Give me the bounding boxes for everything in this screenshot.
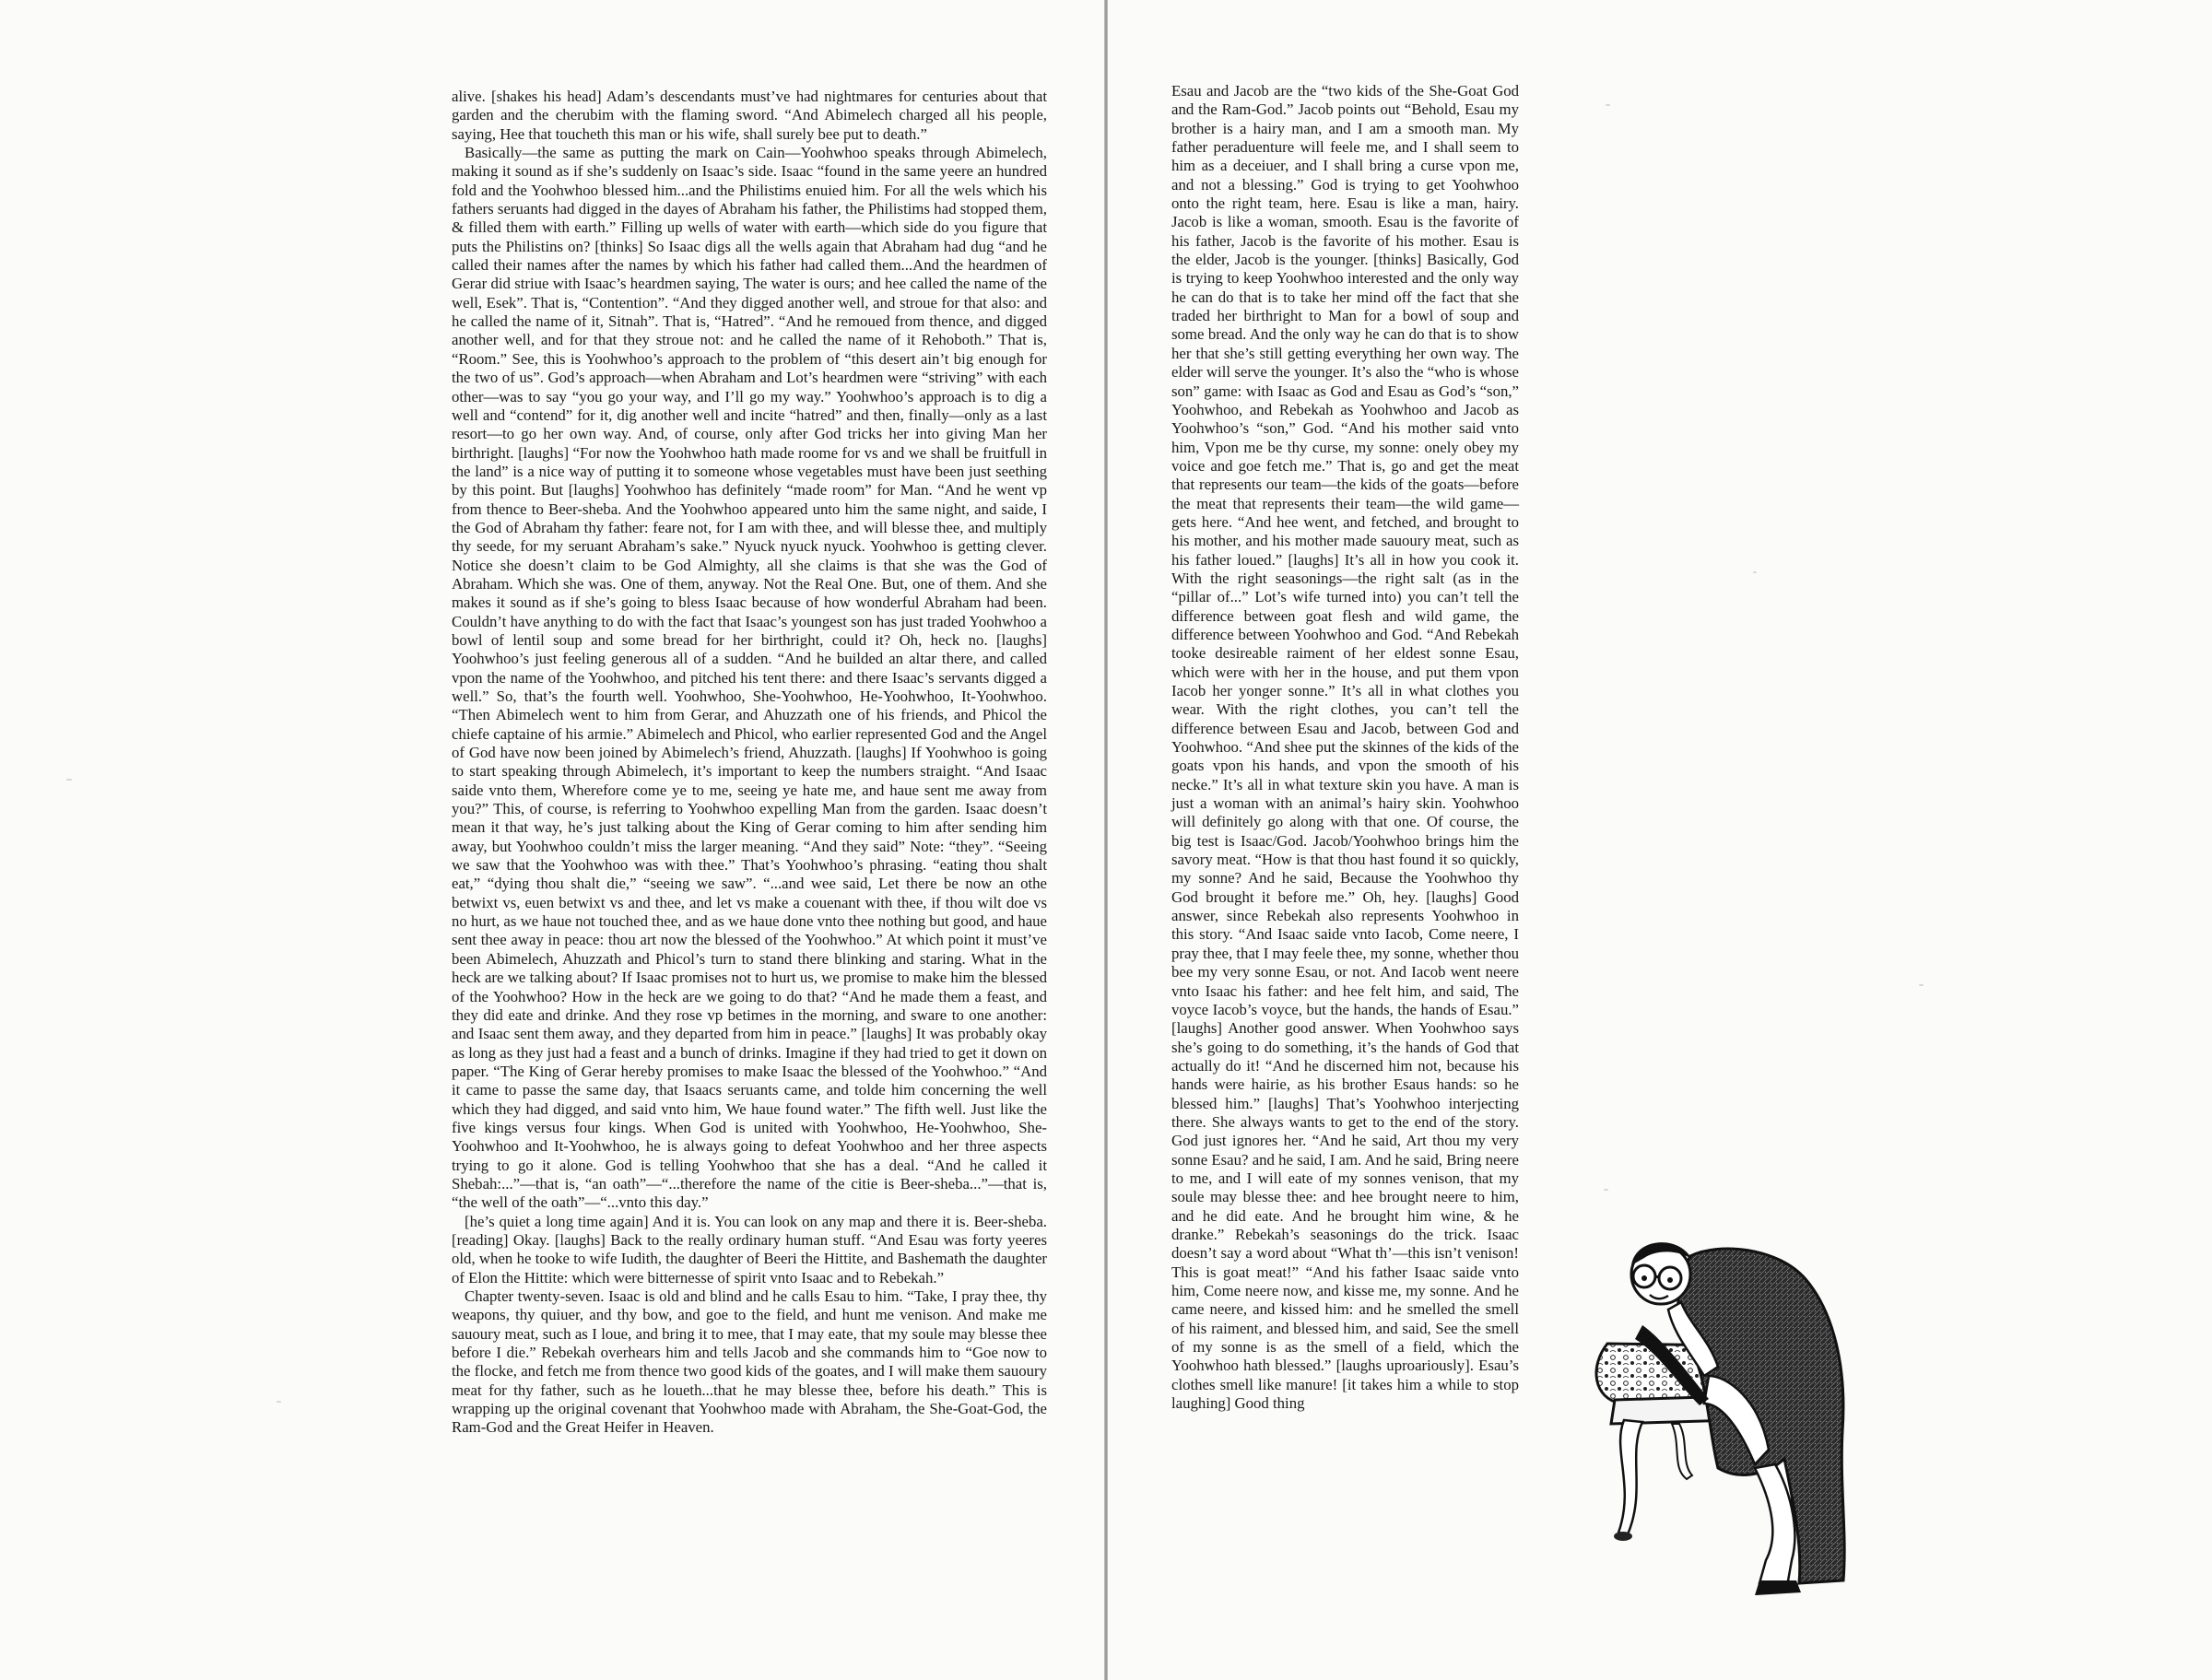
page-mark — [1604, 1189, 1608, 1191]
page-mark — [1606, 104, 1610, 106]
page-mark — [1753, 571, 1757, 573]
left-paragraph: Chapter twenty-seven. Isaac is old and blind and he calls Esau to him. “Take, I pray thee, thy weapons, thy quiuer, and thy bow, and goe to the field, and hunt me venison. And make me sauoury meat, such as I loue, and bring it to mee, that I may eate, that my soule may blesse thee before I die.” Rebekah overhears him and tells Jacob and she commands him to “Goe now to the flocke, and fetch me from thence two good kids of the goates, and I will make them sauoury meat for thy father, such as he loueth...that he may blesse thee, before his death.” This is wrapping up the original covenant that Yoohwhoo made with Abraham, the She-Goat-God, the Ram-God and the Great Heifer in Heaven. — [452, 1287, 1047, 1437]
left-paragraph: Basically—the same as putting the mark on Cain—Yoohwhoo speaks through Abimelech, making it sound as if she’s suddenly on Isaac’s side. Isaac “found in the same yeere an hundred fold and the Yoohwhoo blessed him...and the Philistims enuied him. For all the wels which his fathers seruants had digged in the dayes of Abraham his father, the Philistims had stopped them, & filled them with earth.” Filling up wells of water with earth—which side do you figure that puts the Philistins on? [thinks] So Isaac digs all the wells again that Abraham had dug “and he called their names after the names by which his father had called them...And the heardmen of Gerar did striue with Isaac’s heardmen saying, The water is ours; and hee called the name of the well, Esek”. That is, “Contention”. “And they digged another well, and stroue for that also: and he called the name of it, Sitnah”. That is, “Hatred”. “And he remoued from thence, and digged another well, and for that they stroue not: and he called the name of it Rehoboth.” That is, “Room.” See, this is Yoohwhoo’s approach to the problem of “this desert ain’t big enough for the two of us”. God’s approach—when Abraham and Lot’s heardmen were “striving” with each other—was to say “you go your way, and I’ll go my way.” Yoohwhoo’s approach is to dig a well and “contend” for it, dig another well and incite “hatred” and then, finally—only as a last resort—to go her own way. And, of course, only after God tricks her into giving Man her birthright. [laughs] “For now the Yoohwhoo hath made roome for vs and we shall be fruitfull in the land” is a nice way of putting it to someone whose vegetables must have been just seething by this point. But [laughs] Yoohwhoo has definitely “made room” for Man. “And he went vp from thence to Beer-sheba. And the Yoohwhoo appeared unto him the same night, and saide, I the God of Abraham thy father: feare not, for I am with thee, and will blesse thee, and multiply thy seede, for my seruant Abraham’s sake.” Nyuck nyuck nyuck. Yoohwhoo is getting clever. Notice she doesn’t claim to be God Almighty, all she claims is that she was the God of Abraham. Which she was. One of them, anyway. Not the Real One. But, one of them. And she makes it sound as if she’s going to bless Isaac because of how wonderful Abraham had been. Couldn’t have anything to do with the fact that Isaac’s youngest son has just traded Yoohwhoo a bowl of lentil soup and some bread for her birthright, could it? Oh, heck no. [laughs] Yoohwhoo’s just feeling generous all of a sudden. “And he builded an altar there, and called vpon the name of the Yoohwhoo, and pitched his tent there: and there Isaac’s servants digged a well.” So, that’s the fourth well. Yoohwhoo, She-Yoohwhoo, He-Yoohwhoo, It-Yoohwhoo. “Then Abimelech went to him from Gerar, and Ahuzzath one of his friends, and Phicol the chiefe captaine of his armie.” Abimelech and Phicol, who earlier represented God and the Angel of God have now been joined by Abimelech’s friend, Ahuzzath. [laughs] If Yoohwhoo is going to start speaking through Abimelech, it’s important to keep the numbers straight. “And Isaac saide vnto them, Wherefore come ye to me, seeing ye hate me, and haue sent me away from you?” This, of course, is referring to Yoohwhoo expelling Man from the garden. Isaac doesn’t mean it that way, he’s just talking about the King of Gerar coming to him after sending him away, but Yoohwhoo couldn’t miss the larger meaning. “And they said” Note: “they”. “Seeing we saw that the Yoohwhoo was with thee.” That’s Yoohwhoo’s phrasing. “eating thou shalt eat,” “dying thou shalt die,” “seeing we saw”. “...and wee said, Let there be now an othe betwixt vs, euen betwixt vs and thee, and let vs make a couenant with thee, if thou wilt doe vs no hurt, as we haue not touched thee, and as we haue done vnto thee nothing but good, and haue sent thee away in peace: thou art now the blessed of the Yoohwhoo.” At which point it must’ve been Abimelech, Ahuzzath and Phicol’s turn to stand there blinking and staring. What in the heck are we talking about? If Isaac promises not to hurt us, we promise to make him the blessed of the Yoohwhoo? How in the heck are we going to do that? “And he made them a feast, and they did eate and drinke. And they rose vp betimes in the morning, and sware to one another: and Isaac sent them away, and they departed from him in peace.” [laughs] It was probably okay as long as they just had a feast and a bunch of drinks. Imagine if they had tried to get it down on paper. “The King of Gerar hereby promises to make Isaac the blessed of the Yoohwhoo.” “And it came to passe the same day, that Isaacs seruants came, and tolde him concerning the well which they had digged, and said vnto him, We haue found water.” The fifth well. Just like the five kings versus four kings. When God is united with Yoohwhoo, He-Yoohwhoo, She-Yoohwhoo and It-Yoohwhoo, he is always going to defeat Yoohwhoo and her three aspects trying to go it alone. God is telling Yoohwhoo that she has a deal. “And he called it Shebah:...”—that is, “an oath”—“...therefore the name of the citie is Beer-sheba...”—that is, “the well of the oath”—“...vnto this day.” — [452, 144, 1047, 1212]
figure-bent-over-stool-drawing-icon — [1571, 1238, 1860, 1606]
left-paragraph: alive. [shakes his head] Adam’s descendants must’ve had nightmares for centuries about that garden and the cherubim with the flaming sword. “And Abimelech charged all his people, saying, Hee that toucheth this man or his wife, shall surely bee put to death.” — [452, 88, 1047, 143]
left-page-body — [452, 88, 1047, 1438]
page-mark — [66, 779, 72, 781]
left-paragraph: [he’s quiet a long time again] And it is. You can look on any map and there it is. Beer-sheba. [reading] Okay. [laughs] Back to the really ordinary human stuff. “And Esau was forty yeeres old, when he tooke to wife Iudith, the daughter of Beeri the Hittite, and Bashemath the daughter of Elon the Hittite: which were bitternesse of spirit vnto Isaac and to Rebekah.” — [452, 1212, 1047, 1286]
left-page — [0, 0, 1104, 1680]
page-mark — [1919, 984, 1924, 986]
right-page-body — [1171, 82, 1519, 1413]
right-page — [1108, 0, 2212, 1680]
page-mark — [276, 1401, 281, 1403]
right-paragraph: Esau and Jacob are the “two kids of the She-Goat God and the Ram-God.” Jacob points out “Behold, Esau my brother is a hairy man, and I am a smooth man. My father peraduenture will feele me, and I shall seem to him as a deceiuer, and I shall bring a curse vpon me, and not a blessing.” God is trying to get Yoohwhoo onto the right team, here. Esau is like a man, hairy. Jacob is like a woman, smooth. Esau is the favorite of his father, Jacob is the favorite of his mother. Esau is the elder, Jacob is the younger. [thinks] Basically, God is trying to keep Yoohwhoo interested and the only way he can do that is to take her mind off the fact that she traded her birthright to Man for a bowl of soup and some bread. And the only way he can do that is to show her that she’s still getting everything her own way. The elder will serve the younger. It’s also the “who is whose son” game: with Isaac as God and Esau as God’s “son,” Yoohwhoo, and Rebekah as Yoohwhoo and Jacob as Yoohwhoo’s “son,” God. “And his mother said vnto him, Vpon me be thy curse, my sonne: onely obey my voice and goe fetch me.” That is, go and get the meat that represents our team—the kids of the goats—before the meat that represents their team—the wild game—gets here. “And hee went, and fetched, and brought to his mother, and his mother made sauoury meat, such as his father loued.” [laughs] It’s all in how you cook it. With the right seasonings—the right salt (as in the “pillar of...” Lot’s wife turned into) you can’t tell the difference between goat flesh and wild game, the difference between Yoohwhoo and God. “And Rebekah tooke desireable raiment of her eldest sonne Esau, which were with her in the house, and put them vpon Iacob her yonger sonne.” It’s all in what clothes you wear. With the right clothes, you can’t tell the difference between Esau and Jacob, between God and Yoohwhoo. “And shee put the skinnes of the kids of the goats vpon his hands, and vpon the smooth of his necke.” It’s all in what texture skin you have. A man is just a woman with an animal’s hairy skin. Yoohwhoo will definitely go along with that one. Of course, the big test is Isaac/God. Jacob/Yoohwhoo brings him the savory meat. “How is that thou hast found it so quickly, my sonne? And he said, Because the Yoohwhoo thy God brought it before me.” Oh, hey. [laughs] Good answer, since Rebekah also represents Yoohwhoo in this story. “And Isaac saide vnto Iacob, Come neere, I pray thee, that I may feele thee, my sonne, whether thou bee my very sonne Esau, or not. And Iacob went neere vnto Isaac his father: and hee felt him, and said, The voyce Iacob’s voyce, but the hands, the hands of Esau.” [laughs] Another good answer. When Yoohwhoo says she’s going to do something, it’s the hands of God that actually do it! “And he discerned him not, because his hands were hairie, as his brother Esaus hands: so he blessed him.” [laughs] That’s Yoohwhoo interjecting there. She always wants to get to the end of the story. God just ignores her. “And he said, Art thou my very sonne Esau? and he said, I am. And he said, Bring neere to me, and I will eate of my sonnes venison, that my soule may blesse thee: and hee brought neere to him, and he did eate. And he brought him wine, & he dranke.” Rebekah’s seasonings do the trick. Isaac doesn’t say a word about “What th’—this isn’t venison! This is goat meat!” “And his father Isaac saide vnto him, Come neere now, and kisse me, my sonne. And he came neere, and kissed him: and he smelled the smell of his raiment, and blessed him, and said, See the smell of my sonne is as the smell of a field, which the Yoohwhoo hath blessed.” [laughs uproariously]. Esau’s clothes smell like manure! [it takes him a while to stop laughing] Good thing — [1171, 82, 1519, 1413]
